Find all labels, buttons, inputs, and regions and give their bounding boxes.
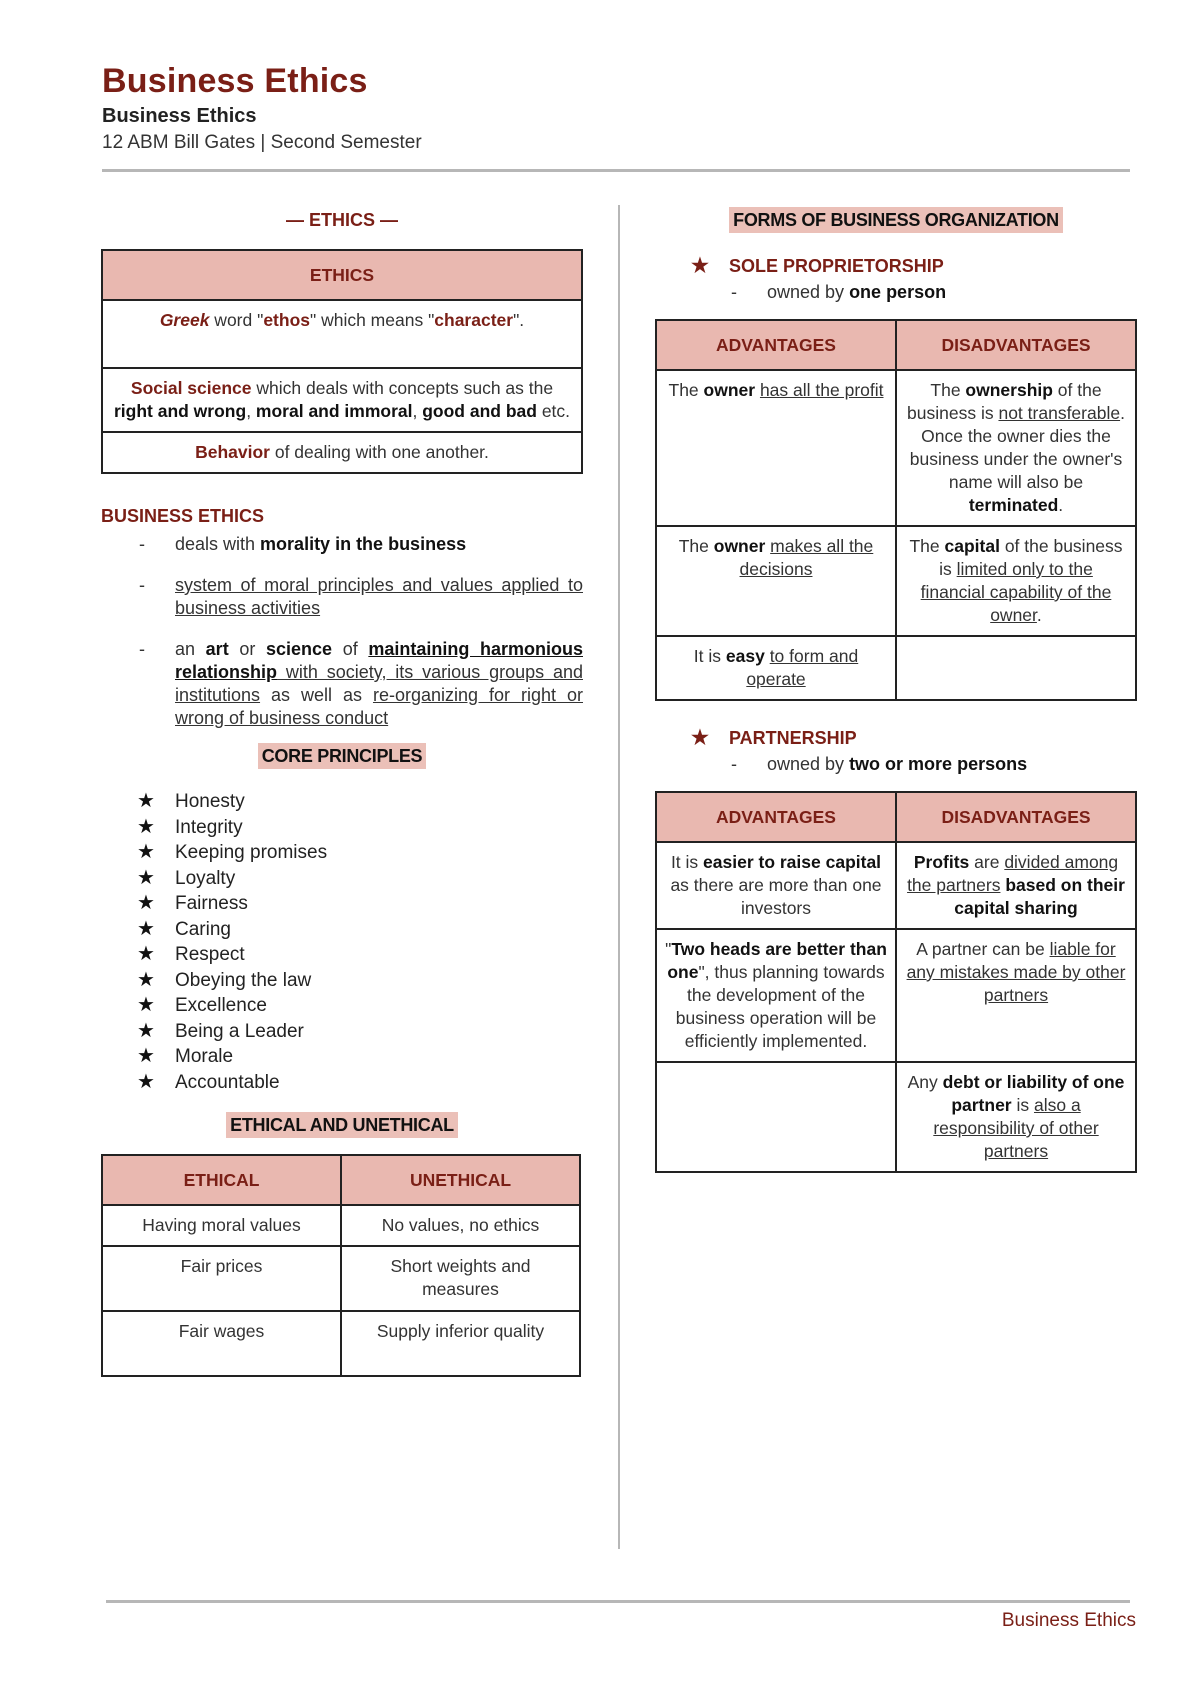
- table-cell: The owner makes all the decisions: [656, 526, 896, 636]
- table-cell: The ownership of the business is not transferable. Once the owner dies the business under the owner's name will also be terminated.: [896, 370, 1136, 526]
- star-icon: ★: [137, 917, 155, 940]
- ethics-row-behavior: Behavior of dealing with one another.: [102, 432, 582, 473]
- star-icon: ★: [137, 968, 155, 991]
- star-icon: ★: [137, 815, 155, 838]
- table-cell: Supply inferior quality: [341, 1311, 580, 1376]
- ethics-row-social-science: Social science which deals with concepts such as the right and wrong, moral and immoral, good and bad etc.: [102, 368, 582, 432]
- table-cell: [896, 636, 1136, 700]
- table-cell: No values, no ethics: [341, 1205, 580, 1246]
- principle-label: Honesty: [175, 791, 245, 812]
- principle-item: [137, 789, 583, 815]
- table-cell: The capital of the business is limited only to the financial capability of the owner.: [896, 526, 1136, 636]
- star-icon: ★: [137, 994, 155, 1016]
- core-principles-list: [137, 789, 583, 1095]
- partnership-title: ★ PARTNERSHIP: [691, 727, 857, 749]
- principle-item: [137, 866, 583, 892]
- principle-label: Accountable: [175, 1071, 280, 1093]
- ethics-table: [101, 249, 583, 474]
- principle-item: [137, 1019, 583, 1045]
- left-column: [101, 205, 583, 1377]
- table-cell: Profits are divided among the partners based on their capital sharing: [896, 842, 1136, 929]
- sole-owned-by: - owned by one person: [731, 282, 947, 302]
- star-icon: ★: [137, 1070, 155, 1093]
- footer-label: Business Ethics: [1001, 1610, 1136, 1631]
- ethical-unethical-heading: ETHICAL AND UNETHICAL: [226, 1112, 458, 1138]
- table-cell: Short weights and measures: [341, 1246, 580, 1311]
- ethical-unethical-table: [101, 1154, 581, 1377]
- document-title: Business Ethics: [102, 62, 368, 100]
- star-icon: ★: [137, 790, 155, 812]
- partnership-table: [655, 791, 1137, 1173]
- list-item: - deals with morality in the business: [139, 534, 467, 554]
- disadvantages-header: DISADVANTAGES: [896, 320, 1136, 370]
- star-icon: ★: [691, 255, 709, 277]
- principle-item: [137, 968, 583, 994]
- table-cell: It is easier to raise capital as there are more than one investors: [656, 842, 896, 929]
- principle-label: Respect: [175, 944, 245, 965]
- principle-item: [137, 840, 583, 866]
- forms-heading: FORMS OF BUSINESS ORGANIZATION: [729, 207, 1063, 233]
- business-ethics-label: BUSINESS ETHICS: [101, 506, 265, 526]
- principle-label: Excellence: [175, 995, 267, 1016]
- ethical-column-header: ETHICAL: [102, 1155, 341, 1205]
- table-cell: Fair prices: [102, 1246, 341, 1311]
- principle-label: Integrity: [175, 816, 243, 838]
- principle-item: [137, 942, 583, 968]
- principle-item: [137, 1070, 583, 1096]
- column-divider: [618, 205, 620, 1549]
- table-cell: A partner can be liable for any mistakes made by other partners: [896, 929, 1136, 1062]
- star-icon: ★: [137, 1045, 155, 1067]
- ethics-table-header: ETHICS: [102, 250, 582, 300]
- star-icon: ★: [137, 892, 155, 914]
- principle-label: Keeping promises: [175, 842, 328, 863]
- ethics-row-greek: Greek word "ethos" which means "character".: [102, 300, 582, 368]
- disadvantages-header: DISADVANTAGES: [896, 792, 1136, 842]
- principle-label: Morale: [175, 1046, 234, 1067]
- document-subtitle: Business Ethics: [102, 105, 257, 127]
- table-cell: Any debt or liability of one partner is also a responsibility of other partners: [896, 1062, 1136, 1172]
- principle-label: Fairness: [175, 893, 248, 914]
- star-icon: ★: [137, 1019, 155, 1042]
- star-icon: ★: [137, 943, 155, 965]
- star-icon: ★: [137, 866, 155, 889]
- header-divider: [102, 169, 1130, 172]
- footer-divider: [106, 1600, 1130, 1603]
- principle-label: Caring: [175, 918, 231, 940]
- advantages-header: ADVANTAGES: [656, 792, 896, 842]
- table-cell: [656, 1062, 896, 1172]
- sole-proprietorship-table: [655, 319, 1137, 701]
- table-cell: Having moral values: [102, 1205, 341, 1246]
- core-principles-heading: CORE PRINCIPLES: [258, 743, 427, 769]
- advantages-header: ADVANTAGES: [656, 320, 896, 370]
- document-header: [102, 62, 422, 154]
- table-cell: Fair wages: [102, 1311, 341, 1376]
- sole-proprietorship-title: ★ SOLE PROPRIETORSHIP: [691, 255, 944, 277]
- right-column: [655, 205, 1137, 1173]
- ethics-heading: — ETHICS —: [285, 210, 398, 230]
- list-item: - system of moral principles and values applied to business activities: [139, 575, 583, 618]
- principle-item: [137, 815, 583, 841]
- principle-item: [137, 993, 583, 1019]
- table-cell: It is easy to form and operate: [656, 636, 896, 700]
- partnership-owned-by: - owned by two or more persons: [731, 754, 1028, 774]
- business-ethics-list: [101, 533, 583, 730]
- list-item: - an art or science of maintaining harmonious relationship with society, its various groups and institutions as well as re-organizing for right or wrong of business conduct: [139, 639, 583, 728]
- class-info: 12 ABM Bill Gates | Second Semester: [102, 132, 422, 153]
- star-icon: ★: [137, 841, 155, 863]
- table-cell: "Two heads are better than one", thus planning towards the development of the business operation will be efficiently implemented.: [656, 929, 896, 1062]
- principle-item: [137, 917, 583, 943]
- star-icon: ★: [691, 727, 709, 749]
- principle-item: [137, 891, 583, 917]
- principle-item: [137, 1044, 583, 1070]
- table-cell: The owner has all the profit: [656, 370, 896, 526]
- principle-label: Obeying the law: [175, 969, 312, 991]
- principle-label: Loyalty: [175, 867, 236, 889]
- unethical-column-header: UNETHICAL: [341, 1155, 580, 1205]
- principle-label: Being a Leader: [175, 1020, 304, 1042]
